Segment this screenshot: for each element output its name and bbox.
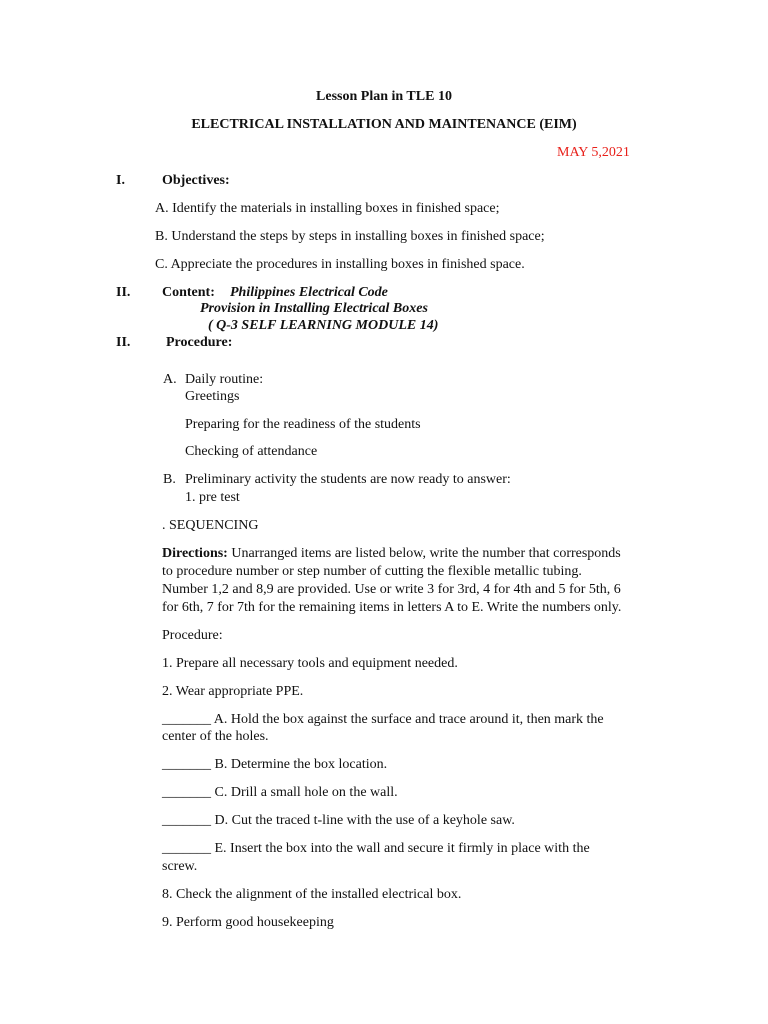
step-8: 8. Check the alignment of the installed electrical box. xyxy=(162,887,462,902)
routine-item-readiness: Preparing for the readiness of the students xyxy=(185,417,421,432)
step-a-line-1: _______ A. Hold the box against the surface and trace around it, then mark the xyxy=(162,712,604,727)
step-a-line-2: center of the holes. xyxy=(162,729,269,744)
step-1: 1. Prepare all necessary tools and equipment needed. xyxy=(162,656,458,671)
step-9: 9. Perform good housekeeping xyxy=(162,915,334,930)
step-2: 2. Wear appropriate PPE. xyxy=(162,684,304,699)
content-line-2: Provision in Installing Electrical Boxes xyxy=(200,301,428,316)
step-e-line-1: _______ E. Insert the box into the wall and secure it firmly in place with the xyxy=(162,841,590,856)
preliminary-marker: B. xyxy=(163,472,176,487)
routine-label: Daily routine: xyxy=(185,372,264,387)
procedure-label: Procedure: xyxy=(162,628,223,643)
objective-a: A. Identify the materials in installing boxes in finished space; xyxy=(155,201,500,216)
lesson-date: MAY 5,2021 xyxy=(557,145,630,160)
directions-text-1: Unarranged items are listed below, write the number that corresponds xyxy=(227,546,621,561)
section-3-label: Procedure: xyxy=(166,335,233,350)
routine-marker: A. xyxy=(163,372,177,387)
section-1-label: Objectives: xyxy=(162,173,230,188)
preliminary-sub: 1. pre test xyxy=(185,490,240,505)
directions-line-2: to procedure number or step number of cutting the flexible metallic tubing. xyxy=(162,564,582,579)
content-line-1: Philippines Electrical Code xyxy=(230,285,388,300)
routine-item-attendance: Checking of attendance xyxy=(185,444,318,459)
section-2-number: II. xyxy=(116,285,131,300)
document-title: Lesson Plan in TLE 10 xyxy=(316,89,452,104)
content-line-3: ( Q-3 SELF LEARNING MODULE 14) xyxy=(208,318,439,333)
document-subtitle: ELECTRICAL INSTALLATION AND MAINTENANCE (EIM) xyxy=(191,117,577,132)
section-2-label: Content: xyxy=(162,285,215,300)
step-d: _______ D. Cut the traced t-line with the use of a keyhole saw. xyxy=(162,813,515,828)
section-1-number: I. xyxy=(116,173,125,188)
directions-line-1 xyxy=(162,545,621,563)
preliminary-label: Preliminary activity the students are now ready to answer: xyxy=(185,472,511,487)
objective-b: B. Understand the steps by steps in installing boxes in finished space; xyxy=(155,229,545,244)
routine-item-greetings: Greetings xyxy=(185,389,240,404)
directions-label: Directions: xyxy=(162,546,228,561)
sequencing-heading: . SEQUENCING xyxy=(162,518,259,533)
step-b: _______ B. Determine the box location. xyxy=(162,757,388,772)
step-e-line-2: screw. xyxy=(162,859,198,874)
section-3-number: II. xyxy=(116,335,131,350)
directions-line-3: Number 1,2 and 8,9 are provided. Use or write 3 for 3rd, 4 for 4th and 5 for 5th, 6 xyxy=(162,582,621,597)
directions-line-4: for 6th, 7 for 7th for the remaining items in letters A to E. Write the numbers only. xyxy=(162,600,622,615)
objective-c: C. Appreciate the procedures in installing boxes in finished space. xyxy=(155,257,525,272)
step-c: _______ C. Drill a small hole on the wall. xyxy=(162,785,398,800)
